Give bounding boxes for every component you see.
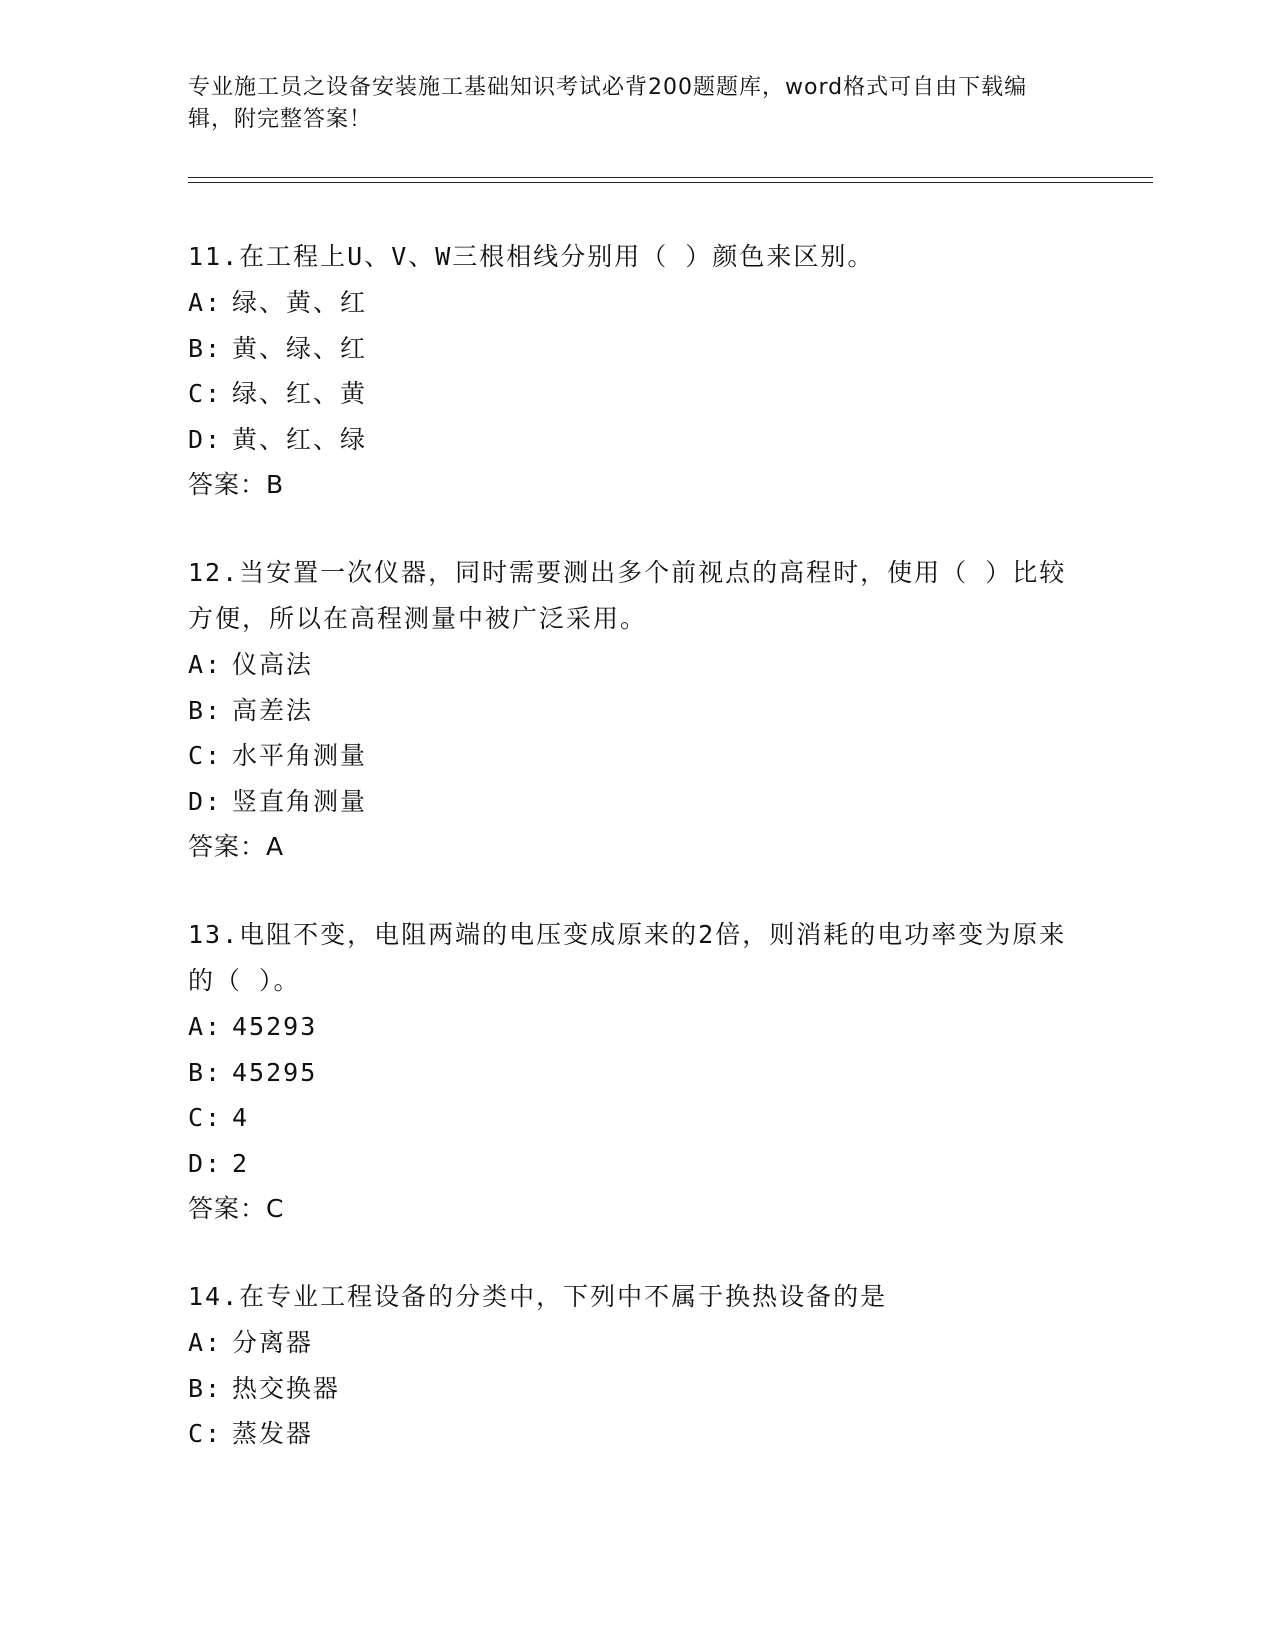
option-letter: D: xyxy=(188,786,223,816)
answer-option xyxy=(188,1141,1088,1187)
header-divider-top xyxy=(188,177,1153,178)
answer-option xyxy=(188,417,1088,463)
answer-option xyxy=(188,1004,1088,1050)
option-letter: A: xyxy=(188,1012,223,1041)
option-letter: D: xyxy=(188,1148,223,1178)
option-letter: A: xyxy=(188,650,223,679)
option-text: 2 xyxy=(232,1148,250,1178)
answer-option xyxy=(188,642,1088,688)
option-text: 高差法 xyxy=(232,695,314,725)
question-block xyxy=(188,912,1088,1232)
answer-key: 答案：A xyxy=(188,832,285,861)
option-text: 分离器 xyxy=(232,1328,314,1357)
option-text: 绿、黄、红 xyxy=(232,288,368,317)
question-block xyxy=(188,234,1088,508)
question-block xyxy=(188,550,1088,870)
option-text: 45295 xyxy=(232,1057,318,1087)
option-text: 45293 xyxy=(232,1012,318,1041)
option-letter: C: xyxy=(188,741,223,770)
option-letter: B: xyxy=(188,1373,223,1403)
question-block xyxy=(188,1274,1088,1457)
answer-key: 答案：B xyxy=(188,470,285,499)
option-letter: C: xyxy=(188,1419,223,1448)
option-text: 水平角测量 xyxy=(232,741,368,770)
option-text: 黄、绿、红 xyxy=(232,333,368,363)
option-text: 竖直角测量 xyxy=(232,786,368,816)
answer-option xyxy=(188,779,1088,825)
answer-option xyxy=(188,371,1088,417)
option-text: 热交换器 xyxy=(232,1373,341,1403)
option-letter: A: xyxy=(188,288,223,317)
document-header: 专业施工员之设备安装施工基础知识考试必背200题题库，word格式可自由下载编辑，附完整答案！ xyxy=(188,75,1028,132)
option-text: 4 xyxy=(232,1103,250,1132)
question-text: 14.在专业工程设备的分类中，下列中不属于换热设备的是 xyxy=(188,1282,888,1311)
question-text: 12.当安置一次仪器，同时需要测出多个前视点的高程时，使用（ ）比较方便，所以在高程测量中被广泛采用。 xyxy=(188,558,1067,633)
option-letter: C: xyxy=(188,379,223,408)
option-text: 蒸发器 xyxy=(232,1419,314,1448)
option-text: 绿、红、黄 xyxy=(232,379,368,408)
answer-option xyxy=(188,1050,1088,1096)
answer-option xyxy=(188,733,1088,779)
answer-key: 答案：C xyxy=(188,1194,285,1223)
answer-option xyxy=(188,1411,1088,1457)
answer-option xyxy=(188,1366,1088,1412)
header-divider-bottom xyxy=(188,182,1153,183)
option-text: 仪高法 xyxy=(232,650,314,679)
option-text: 黄、红、绿 xyxy=(232,424,368,454)
question-text: 13.电阻不变，电阻两端的电压变成原来的2倍，则消耗的电功率变为原来的（ ）。 xyxy=(188,920,1067,995)
option-letter: A: xyxy=(188,1328,223,1357)
option-letter: B: xyxy=(188,695,223,725)
question-list xyxy=(188,234,1088,1499)
answer-option xyxy=(188,1095,1088,1141)
option-letter: B: xyxy=(188,1057,223,1087)
answer-option xyxy=(188,280,1088,326)
answer-option xyxy=(188,326,1088,372)
option-letter: B: xyxy=(188,333,223,363)
answer-option xyxy=(188,688,1088,734)
question-text: 11.在工程上U、V、W三根相线分别用（ ）颜色来区别。 xyxy=(188,242,875,271)
answer-option xyxy=(188,1320,1088,1366)
option-letter: D: xyxy=(188,424,223,454)
option-letter: C: xyxy=(188,1103,223,1132)
